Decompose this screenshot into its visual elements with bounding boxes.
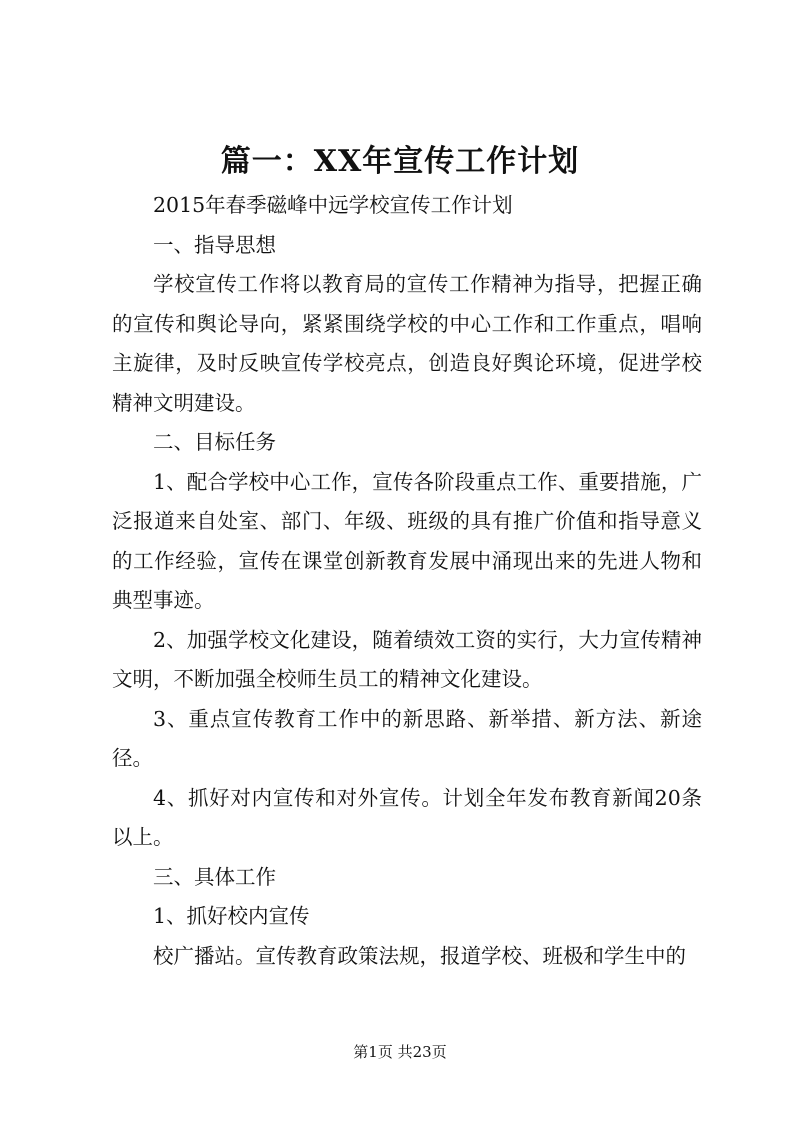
paragraph-broadcast-station: 校广播站。宣传教育政策法规，报道学校、班极和学生中的: [153, 943, 686, 968]
paragraph-subtitle: 2015年春季磁峰中远学校宣传工作计划: [153, 193, 513, 217]
section-heading-objectives: 二、目标任务: [153, 430, 276, 454]
section-heading-guiding-ideology: 一、指导思想: [153, 232, 276, 257]
document-body: [112, 186, 702, 976]
document-title: 篇一：XX年宣传工作计划: [220, 144, 580, 179]
paragraph-objective-2: 2、加强学校文化建设，随着绩效工资的实行，大力宣传精神文明，不断加强全校师生员工的精神文化建设。: [112, 627, 702, 691]
paragraph-objective-1: 1、配合学校中心工作，宣传各阶段重点工作、重要措施，广泛报道来自处室、部门、年级、班级的具有推广价值和指导意义的工作经验，宣传在课堂创新教育发展中涌现出来的先进人物和典型事迹。: [112, 469, 702, 612]
paragraph-objective-4: 4、抓好对内宣传和对外宣传。计划全年发布教育新闻20条以上。: [112, 785, 702, 849]
section-heading-specific-work: 三、具体工作: [153, 864, 276, 889]
subheading-internal-publicity: 1、抓好校内宣传: [153, 904, 310, 928]
paragraph-objective-3: 3、重点宣传教育工作中的新思路、新举措、新方法、新途径。: [112, 706, 702, 770]
page-footer: 第1页 共23页: [353, 1043, 447, 1061]
paragraph-guiding-ideology: 学校宣传工作将以教育局的宣传工作精神为指导，把握正确的宣传和舆论导向，紧紧围绕学校的中心工作和工作重点，唱响主旋律，及时反映宣传学校亮点，创造良好舆论环境，促进学校精神文明建设。: [112, 272, 702, 415]
